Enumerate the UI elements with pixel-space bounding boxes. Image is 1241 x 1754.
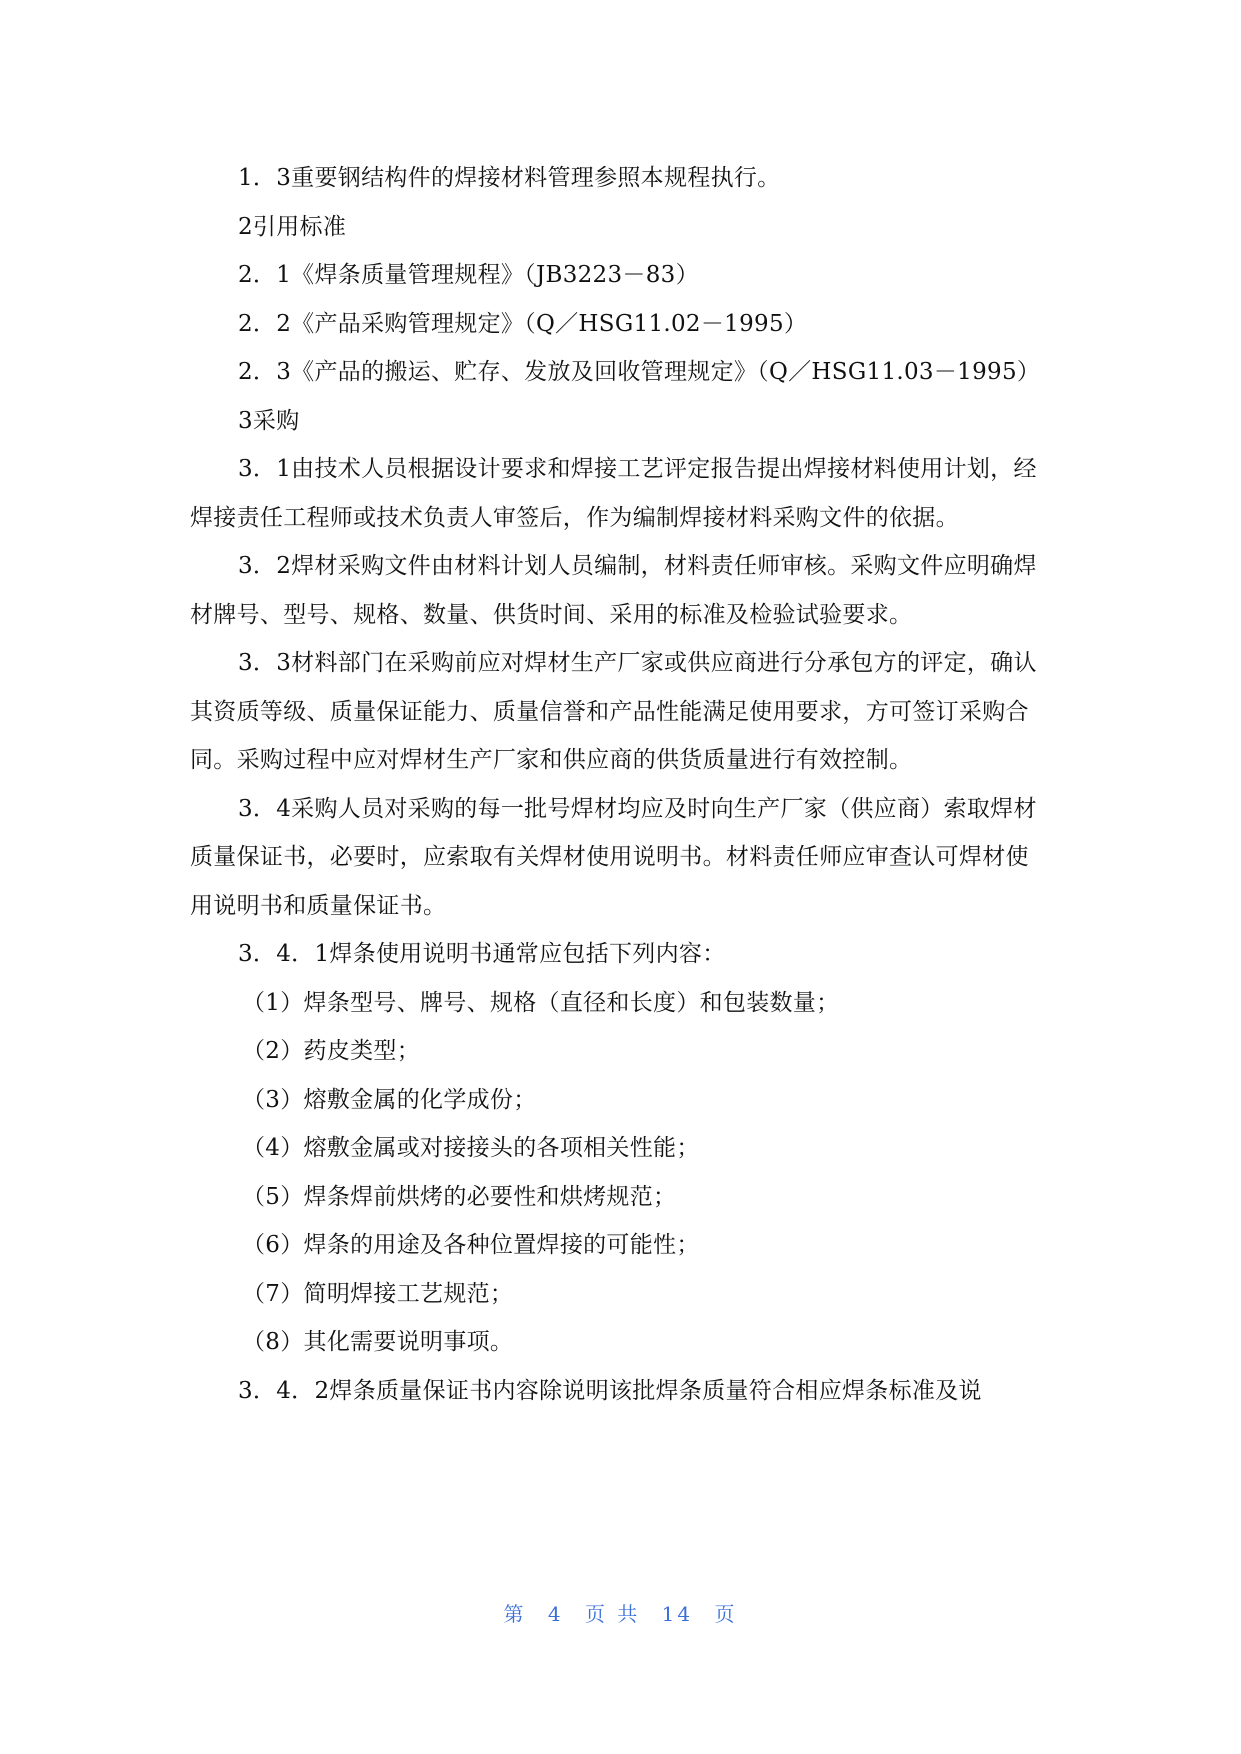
paragraph-3-4: 3．4采购人员对采购的每一批号焊材均应及时向生产厂家（供应商）索取焊材质量保证书，必要时，应索取有关焊材使用说明书。材料责任师应审查认可焊材使用说明书和质量保证书。 [190,795,1037,919]
document-body [190,154,1052,1415]
list-item: （4）熔敷金属或对接接头的各项相关性能； [242,1135,700,1161]
heading-2: 2引用标准 [238,213,347,240]
page-number-footer [0,1598,1241,1627]
paragraph-3-2: 3．2焊材采购文件由材料计划人员编制，材料责任师审核。采购文件应明确焊材牌号、型号、规格、数量、供货时间、采用的标准及检验试验要求。 [190,553,1037,628]
paragraph-2-2: 2．2《产品采购管理规定》（Q／HSG11.02－1995） [238,310,808,337]
footer-suffix: 页 [714,1602,738,1626]
footer-prefix: 第 [503,1602,527,1626]
paragraph-3-1: 3．1由技术人员根据设计要求和焊接工艺评定报告提出焊接材料使用计划，经焊接责任工程师或技术负责人审签后，作为编制焊接材料采购文件的依据。 [190,456,1037,531]
paragraph-3-3: 3．3材料部门在采购前应对焊材生产厂家或供应商进行分承包方的评定，确认其资质等级、质量保证能力、质量信誉和产品性能满足使用要求，方可签订采购合同。采购过程中应对焊材生产厂家和供应商的供货质量进行有效控制。 [190,650,1037,773]
heading-3: 3采购 [238,407,300,434]
list-item: （5）焊条焊前烘烤的必要性和烘烤规范； [242,1183,677,1210]
footer-total-pages: 14 [661,1602,694,1626]
list-item: （8）其化需要说明事项。 [242,1329,514,1355]
paragraph-3-4-1: 3．4．1焊条使用说明书通常应包括下列内容： [238,941,726,967]
paragraph-3-4-2: 3．4．2焊条质量保证书内容除说明该批焊条质量符合相应焊条标准及说 [238,1377,982,1404]
list-item: （7）简明焊接工艺规范； [242,1280,514,1307]
paragraph-1-3: 1．3重要钢结构件的焊接材料管理参照本规程执行。 [238,165,781,191]
list-item: （6）焊条的用途及各种位置焊接的可能性； [242,1232,700,1258]
list-item: （2）药皮类型； [242,1038,421,1064]
footer-middle: 页 共 [584,1602,641,1626]
list-item: （1）焊条型号、牌号、规格（直径和长度）和包装数量； [242,989,840,1016]
footer-current-page: 4 [547,1602,564,1626]
paragraph-2-1: 2．1《焊条质量管理规程》（JB3223－83） [238,262,699,288]
paragraph-2-3: 2．3《产品的搬运、贮存、发放及回收管理规定》（Q／HSG11.03－1995） [238,359,1041,385]
list-item: （3）熔敷金属的化学成份； [242,1086,537,1113]
